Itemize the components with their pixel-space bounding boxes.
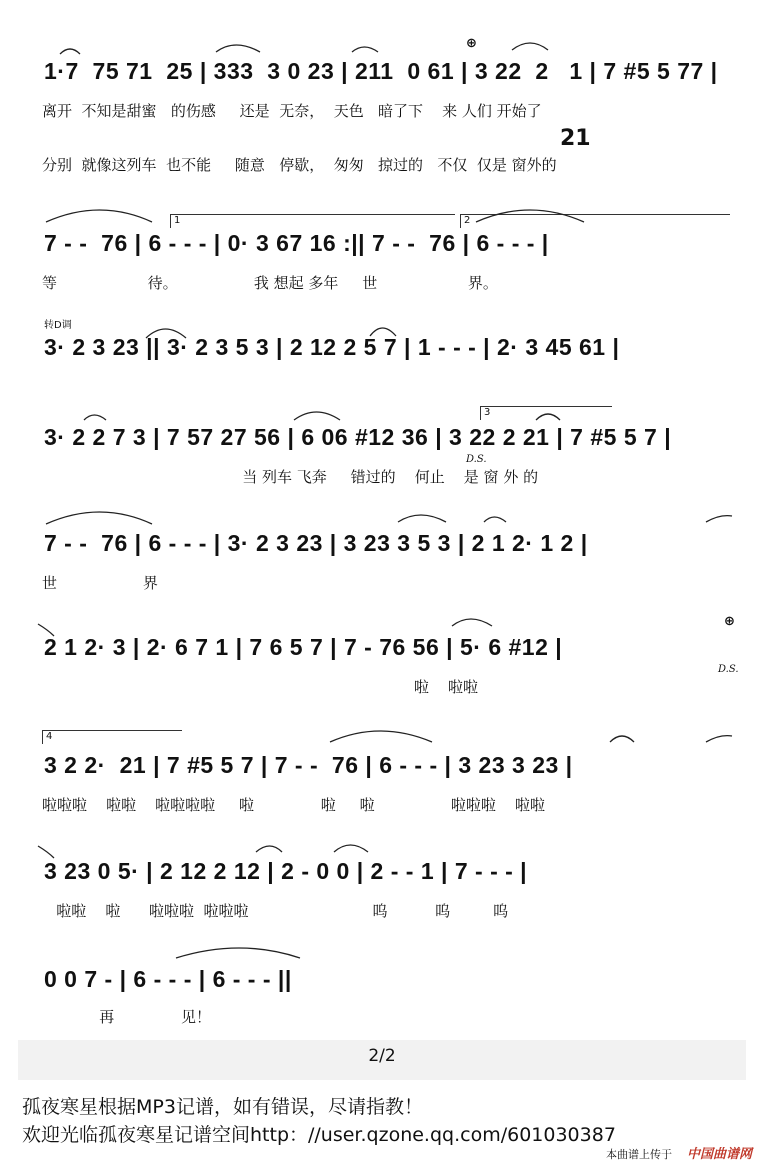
lyric-row-1b: 分别 就像这列车 也不能 随意 停歇， 匆匆 掠过的 不仅 仅是 窗外的 <box>42 156 557 174</box>
volta-3: 3 <box>480 406 612 420</box>
notation-row-2: 7 - - 76 | 6 - - - | 0· 3 67 16 :|| 7 - - 76 | 6 - - - | <box>44 230 549 256</box>
notation-row-7: 3 2 2· 21 | 7 #5 5 7 | 7 - - 76 | 6 - - - | 3 23 3 23 | <box>44 752 573 778</box>
notation-row-3: 3· 2 3 23 || 3· 2 3 5 3 | 2 12 2 5 7 | 1 - - - | 2· 3 45 61 | <box>44 334 620 360</box>
ds-mark-1: D.S. <box>466 454 487 465</box>
notation-row-8: 3 23 0 5· | 2 12 2 12 | 2 - 0 0 | 2 - - 1 | 7 - - - | <box>44 858 528 884</box>
ds-mark-2: D.S. <box>718 664 739 675</box>
footer-link[interactable]: 欢迎光临孤夜寒星记谱空间http：//user.qzone.qq.com/601030387 <box>22 1124 616 1146</box>
notation-row-4: 3· 2 2 7 3 | 7 57 27 56 | 6 06 #12 36 | 3 22 2 21 | 7 #5 5 7 | <box>44 424 672 450</box>
coda-mark-icon: ⊕ <box>466 36 477 51</box>
lyric-row-5: 世 界 <box>42 574 158 592</box>
volta-2: 2 <box>460 214 730 228</box>
lyric-row-8: 啦啦 啦 啦啦啦 啦啦啦 呜 呜 呜 <box>42 902 509 920</box>
notation-row-1: 1·7 75 71 25 | 333 3 0 23 | 211 0 61 | 3 22 2 1 | 7 #5 5 77 | <box>44 58 718 84</box>
lyric-row-7: 啦啦啦 啦啦 啦啦啦啦 啦 啦 啦 啦啦啦 啦啦 <box>42 796 545 814</box>
notation-row-6: 2 1 2· 3 | 2· 6 7 1 | 7 6 5 7 | 7 - 76 56 | 5· 6 #12 | <box>44 634 563 660</box>
extra-notes: 21 <box>560 126 591 151</box>
volta-1: 1 <box>170 214 455 228</box>
notation-row-9: 0 0 7 - | 6 - - - | 6 - - - || <box>44 966 292 992</box>
key-change-label: 转D调 <box>44 320 72 331</box>
upload-note: 本曲谱上传于 <box>606 1148 672 1161</box>
lyric-row-1a: 离开 不知是甜蜜 的伤感 还是 无奈， 天色 暗了下 来 人们 开始了 <box>42 102 542 120</box>
page-number: 2/2 <box>368 1046 396 1066</box>
notation-row-5: 7 - - 76 | 6 - - - | 3· 2 3 23 | 3 23 3 5 3 | 2 1 2· 1 2 | <box>44 530 588 556</box>
lyric-row-4: 当 列车 飞奔 错过的 何止 是 窗 外 的 <box>42 468 539 486</box>
site-logo: 中国曲谱网 <box>686 1147 752 1162</box>
lyric-row-2: 等 待。 我 想起 多年 世 界。 <box>42 274 498 292</box>
lyric-row-6: 啦 啦啦 <box>42 678 478 696</box>
coda-mark-2-icon: ⊕ <box>724 614 735 629</box>
lyric-row-9: 再 见！ <box>42 1008 211 1026</box>
footer-credit: 孤夜寒星根据MP3记谱，如有错误，尽请指教！ <box>22 1096 423 1118</box>
volta-4: 4 <box>42 730 182 744</box>
